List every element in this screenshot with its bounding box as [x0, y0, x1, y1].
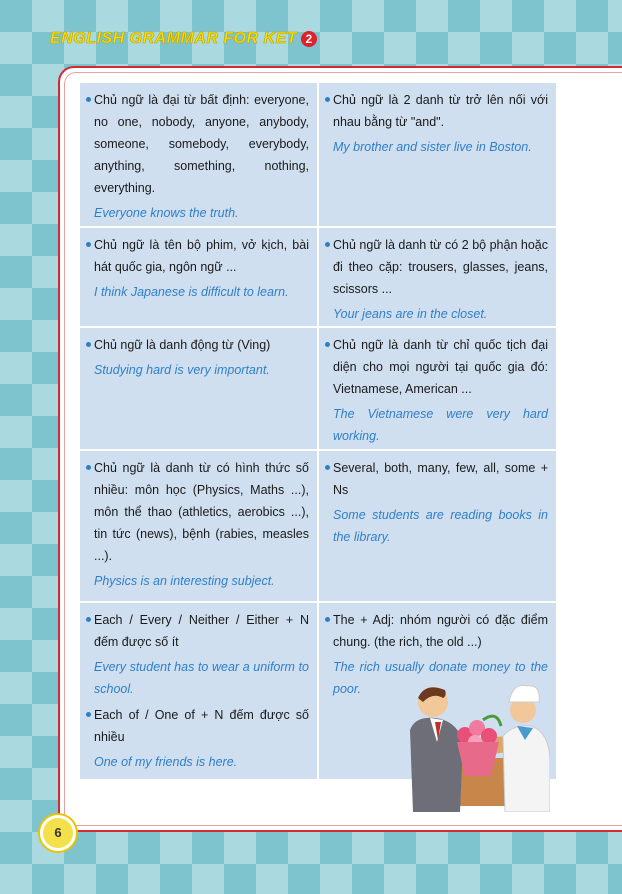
grammar-cell: [319, 228, 556, 326]
book-volume-badge: 2: [301, 31, 317, 47]
grammar-cell: [80, 451, 317, 601]
rule-text: Chủ ngữ là đại từ bất định: everyone, no one, nobody, anyone, anybody, someone, somebody, everybody, anything, something, nothing, everything.: [94, 89, 309, 199]
rule-text: Chủ ngữ là danh động từ (Ving): [94, 334, 309, 356]
rule-text: Each / Every / Neither / Either + N đếm được số ít: [94, 609, 309, 653]
rule-text: Chủ ngữ là danh từ chỉ quốc tịch đại diện cho mọi người tại quốc gia đó: Vietnamese, American ...: [333, 334, 548, 400]
rule-text: Chủ ngữ là tên bộ phim, vở kịch, bài hát quốc gia, ngôn ngữ ...: [94, 234, 309, 278]
example-sentence: Some students are reading books in the library.: [333, 508, 548, 544]
example-sentence: Your jeans are in the closet.: [333, 307, 488, 321]
grammar-table: [80, 83, 554, 779]
rule-text: The + Adj: nhóm người có đặc điểm chung. (the rich, the old ...): [333, 609, 548, 653]
chef-hat: [509, 685, 539, 702]
donation-illustration: [405, 680, 550, 812]
example-sentence: Every student has to wear a uniform to school.: [94, 660, 309, 696]
grammar-cell: [319, 451, 556, 601]
grammar-cell: [80, 83, 317, 226]
rule-text: Several, both, many, few, all, some + Ns: [333, 457, 548, 501]
example-sentence: I think Japanese is difficult to learn.: [94, 285, 289, 299]
rule-text: Each of / One of + N đếm được số nhiều: [94, 704, 309, 748]
example-sentence: The rich usually donate money to the poor.: [333, 660, 548, 696]
example-sentence: Everyone knows the truth.: [94, 206, 239, 220]
book-title-text: ENGLISH GRAMMAR FOR KET: [50, 30, 298, 47]
grammar-cell: [80, 228, 317, 326]
flower-stem: [483, 716, 501, 726]
example-sentence: My brother and sister live in Boston.: [333, 140, 532, 154]
example-sentence: Studying hard is very important.: [94, 363, 270, 377]
rule-text: Chủ ngữ là danh từ có hình thức số nhiều: môn học (Physics, Maths ...), môn thể thao (athletics, aerobics ...), tin tức (news), bệnh (rabies, measles ...).: [94, 457, 309, 567]
book-title: [50, 30, 317, 48]
grammar-cell: [80, 603, 317, 779]
grammar-cell: [319, 83, 556, 226]
rule-text: Chủ ngữ là danh từ có 2 bộ phận hoặc đi theo cặp: trousers, glasses, jeans, scissors ...: [333, 234, 548, 300]
grammar-cell: [319, 328, 556, 449]
example-sentence: Physics is an interesting subject.: [94, 574, 275, 588]
example-sentence: One of my friends is here.: [94, 755, 238, 769]
rule-text: Chủ ngữ là 2 danh từ trở lên nối với nhau bằng từ "and".: [333, 89, 548, 133]
page-number: 6: [40, 815, 76, 851]
example-sentence: The Vietnamese were very hard working.: [333, 407, 548, 443]
chef-coat: [503, 726, 550, 812]
flower: [481, 728, 497, 744]
grammar-cell: [80, 328, 317, 449]
